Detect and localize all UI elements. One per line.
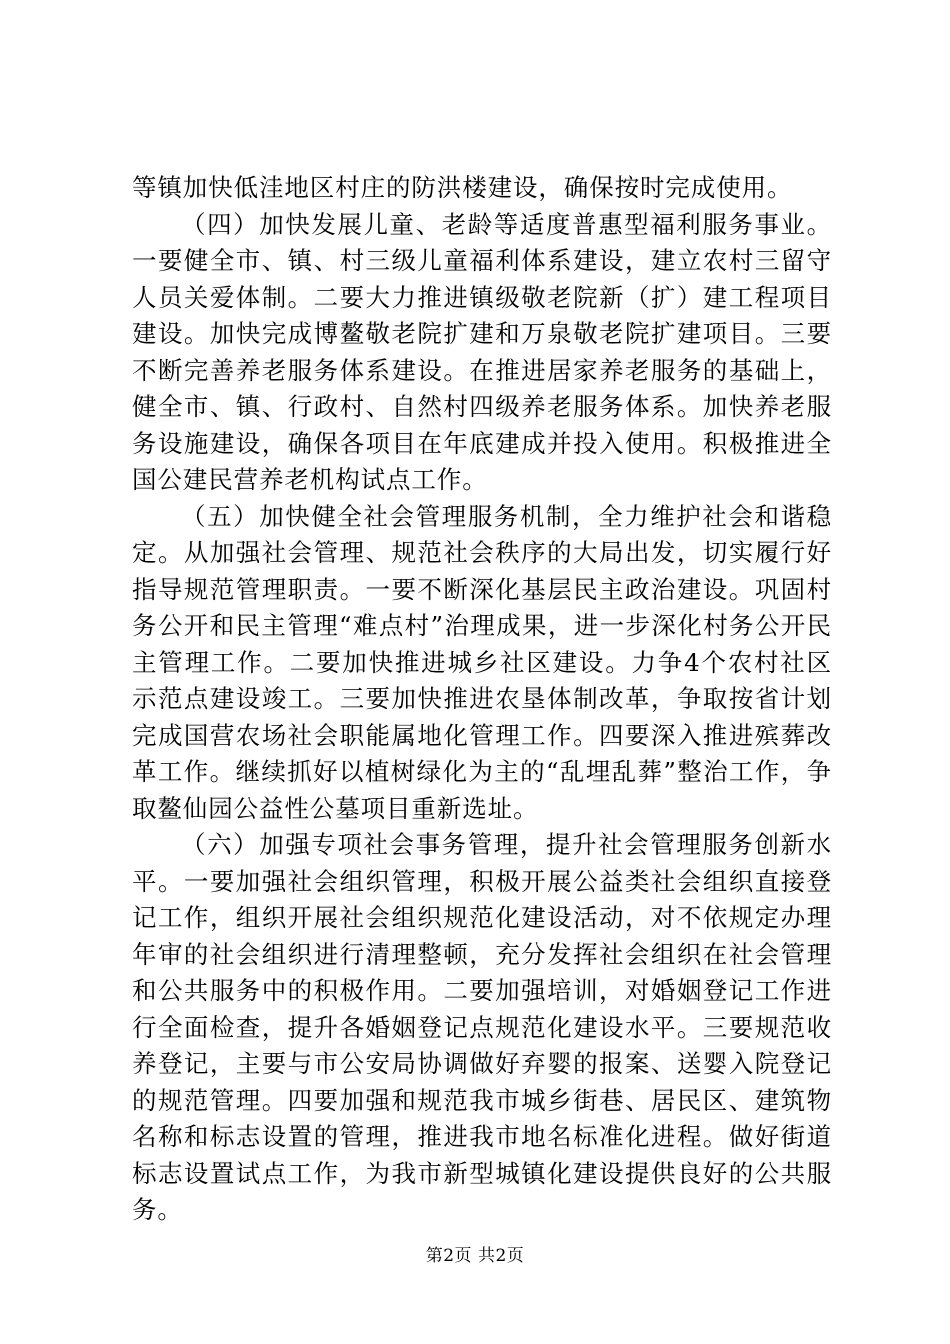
paragraph-section-5: （五）加快健全社会管理服务机制，全力维护社会和谐稳定。从加强社会管理、规范社会秩序的大局出发，切实履行好指导规范管理职责。一要不断深化基层民主政治建设。巩固村务公开和民主管理“难点村”治理成果，进一步深化村务公开民主管理工作。二要加快推进城乡社区建设。力争4个农村社区示范点建设竣工。三要加快推进农垦体制改革，争取按省计划完成国营农场社会职能属地化管理工作。四要深入推进殡葬改革工作。继续抓好以植树绿化为主的“乱埋乱葬”整治工作，争取鳌仙园公益性公墓项目重新选址。 [132,501,832,823]
paragraph-continuation: 等镇加快低洼地区村庄的防洪楼建设，确保按时完成使用。 [132,173,793,202]
paragraph-section-4: （四）加快发展儿童、老龄等适度普惠型福利服务事业。一要健全市、镇、村三级儿童福利体系建设，建立农村三留守人员关爱体制。二要大力推进镇级敬老院新（扩）建工程项目建设。加快完成博鳌敬老院扩建和万泉敬老院扩建项目。三要不断完善养老服务体系建设。在推进居家养老服务的基础上，健全市、镇、行政村、自然村四级养老服务体系。加快养老服务设施建设，确保各项目在年底建成并投入使用。积极推进全国公建民营养老机构试点工作。 [132,209,832,494]
document-body [132,170,832,1229]
page-number-footer: 第2页 共2页 [425,1246,525,1266]
paragraph-section-6: （六）加强专项社会事务管理，提升社会管理服务创新水平。一要加强社会组织管理，积极开展公益类社会组织直接登记工作，组织开展社会组织规范化建设活动，对不依规定办理年审的社会组织进行清理整顿，充分发挥社会组织在社会管理和公共服务中的积极作用。二要加强培训，对婚姻登记工作进行全面检查，提升各婚姻登记点规范化建设水平。三要规范收养登记，主要与市公安局协调做好弃婴的报案、送婴入院登记的规范管理。四要加强和规范我市城乡街巷、居民区、建筑物名称和标志设置的管理，推进我市地名标准化进程。做好街道标志设置试点工作，为我市新型城镇化建设提供良好的公共服务。 [132,830,832,1224]
